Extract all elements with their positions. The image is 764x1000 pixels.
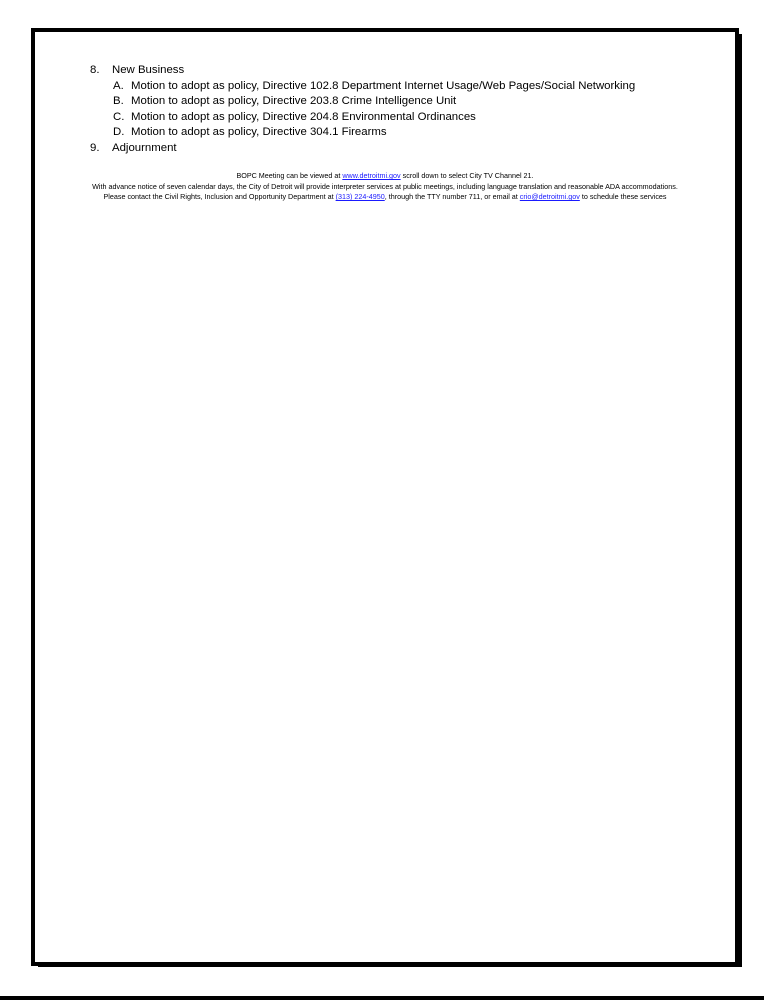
sub-item-letter: C. [113,110,125,123]
email-link[interactable]: crio@detroitmi.gov [519,192,580,202]
notice-line-viewing [35,171,735,182]
sub-item-letter: A. [113,79,124,92]
agenda-list [90,63,720,157]
website-link[interactable]: www.detroitmi.gov [342,171,401,180]
sub-item-b [90,94,720,110]
agenda-item-new-business [90,63,720,79]
item-title: Adjournment [112,141,177,154]
item-title: New Business [112,64,185,76]
notice-text: scroll down to select City TV Channel 21. [400,171,534,180]
document-page [31,28,739,966]
notice-text: BOPC Meeting can be viewed at [236,171,343,180]
notice-text: , through the TTY number 711, or email at [384,192,520,202]
notice-text: Please contact the Civil Rights, Inclusion and Opportunity Department at [103,192,336,202]
phone-link[interactable]: (313) 224-4950 [335,192,385,202]
sub-item-text: Motion to adopt as policy, Directive 204.8 Environmental Ordinances [131,110,476,123]
sub-item-letter: D. [113,126,125,139]
sub-item-a [90,79,720,95]
sub-item-text: Motion to adopt as policy, Directive 102.8 Department Internet Usage/Web Pages/Social Networking [131,79,636,92]
item-number: 9. [90,141,100,154]
item-number: 8. [90,64,100,76]
notice-line-accommodations: With advance notice of seven calendar days, the City of Detroit will provide interpreter services at public meetings, including language translation and reasonable ADA accommodations. [92,181,678,191]
notice-text: to schedule these services [579,192,667,202]
sub-item-text: Motion to adopt as policy, Directive 304.1 Firearms [131,126,387,139]
sub-item-d [90,125,720,141]
sub-item-text: Motion to adopt as policy, Directive 203.8 Crime Intelligence Unit [131,95,457,108]
sub-item-letter: B. [113,95,124,108]
sub-item-c [90,110,720,126]
meeting-notice [35,171,735,203]
bottom-rule [0,996,764,1000]
agenda-item-adjournment [90,141,720,157]
notice-line-contact [35,192,735,203]
